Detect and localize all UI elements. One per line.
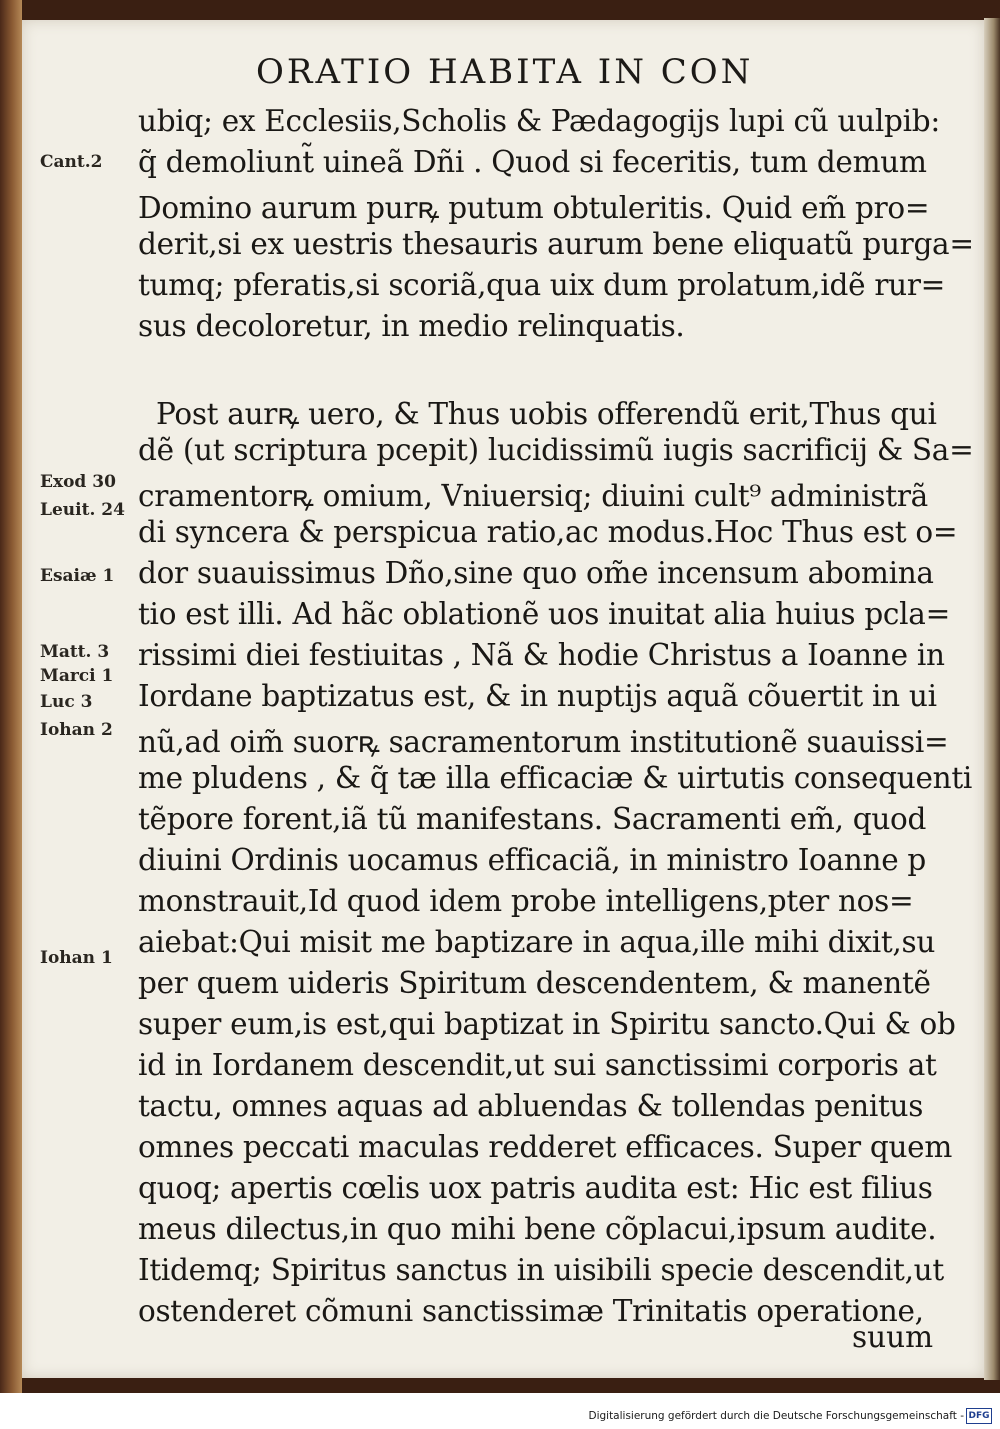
text-line-5: tumq; pferatis,si scoriã,qua uix dum prolatum,idẽ rur= <box>138 268 946 302</box>
text-line-1: ubiq; ex Ecclesiis,Scholis & Pædagogijs lupi cũ uulpib: <box>138 104 940 138</box>
margin-note-matt: Matt. 3 <box>40 642 110 662</box>
running-head: ORATIO HABITA IN CON <box>256 52 754 92</box>
text-line-18: diuini Ordinis uocamus efficaciã, in ministro Ioanne p <box>138 843 927 877</box>
page-fore-edge <box>984 18 1000 1380</box>
margin-note-iohan-2: Iohan 2 <box>40 720 113 740</box>
text-line-29: ostenderet cõmuni sanctissimæ Trinitatis operatione, <box>138 1294 924 1328</box>
text-line-11: dor suauissimus Dño,sine quo om̃e incensum abomina <box>138 556 934 590</box>
margin-note-iohan-1: Iohan 1 <box>40 948 113 968</box>
margin-note-leuit: Leuit. 24 <box>40 500 125 520</box>
text-line-4: derit,si ex uestris thesauris aurum bene eliquatũ purga= <box>138 227 974 261</box>
text-line-12: tio est illi. Ad hãc oblationẽ uos inuitat alia huius pcla= <box>138 597 950 631</box>
text-line-8: dẽ (ut scriptura pcepit) lucidissimũ iugis sacrificij & Sa= <box>138 433 974 467</box>
text-line-27: meus dilectus,in quo mihi bene cõplacui,ipsum audite. <box>138 1212 937 1246</box>
text-line-16: me pludens , & q̃ tæ illa efficaciæ & uirtutis consequenti <box>138 761 973 795</box>
text-line-20: aiebat:Qui misit me baptizare in aqua,ille mihi dixit,su <box>138 925 936 959</box>
text-line-9: cramentorꝶ omium, Vniuersiq; diuini cult⁹ administrã <box>138 479 928 513</box>
text-line-10: di syncera & perspicua ratio,ac modus.Hoc Thus est o= <box>138 515 958 549</box>
margin-note-exod: Exod 30 <box>40 472 116 492</box>
text-line-7: Post aurꝶ uero, & Thus uobis offerendũ erit,Thus qui <box>156 397 937 431</box>
text-line-2: q̃ demoliunt͏̃ uineã Dñi . Quod si feceritis, tum demum <box>138 145 927 179</box>
text-line-24: tactu, omnes aquas ad abluendas & tollendas penitus <box>138 1089 924 1123</box>
text-line-26: quoq; apertis cœlis uox patris audita est: Hic est filius <box>138 1171 933 1205</box>
dfg-logo: DFG <box>966 1408 992 1424</box>
text-line-6: sus decoloretur, in medio relinquatis. <box>138 309 685 343</box>
margin-note-luc: Luc 3 <box>40 692 93 712</box>
margin-note-marci: Marci 1 <box>40 666 114 686</box>
text-line-14: Iordane baptizatus est, & in nuptijs aquã cõuertit in ui <box>138 679 937 713</box>
book-spine-edge <box>0 0 22 1393</box>
text-line-23: id in Iordanem descendit,ut sui sanctissimi corporis at <box>138 1048 937 1082</box>
text-line-22: super eum,is est,qui baptizat in Spiritu sancto.Qui & ob <box>138 1007 956 1041</box>
margin-note-esaiae: Esaiæ 1 <box>40 566 115 586</box>
margin-note-cant: Cant.2 <box>40 152 103 172</box>
text-line-3: Domino aurum purꝶ putum obtuleritis. Quid em̃ pro= <box>138 191 930 225</box>
text-line-25: omnes peccati maculas redderet efficaces. Super quem <box>138 1130 953 1164</box>
text-line-28: Itidemq; Spiritus sanctus in uisibili specie descendit,ut <box>138 1253 944 1287</box>
digitization-credit: Digitalisierung gefördert durch die Deutsche Forschungsgemeinschaft - <box>588 1410 964 1422</box>
text-line-21: per quem uideris Spiritum descendentem, & manentẽ <box>138 966 931 1000</box>
text-line-15: nũ,ad oim̃ suorꝶ sacramentorum institutionẽ suauissi= <box>138 725 949 759</box>
text-line-17: tẽpore forent,iã tũ manifestans. Sacramenti em̃, quod <box>138 802 927 836</box>
catchword: suum <box>852 1320 934 1354</box>
text-line-13: rissimi diei festiuitas , Nã & hodie Christus a Ioanne in <box>138 638 945 672</box>
text-line-19: monstrauit,Id quod idem probe intelligens,pter nos= <box>138 884 914 918</box>
